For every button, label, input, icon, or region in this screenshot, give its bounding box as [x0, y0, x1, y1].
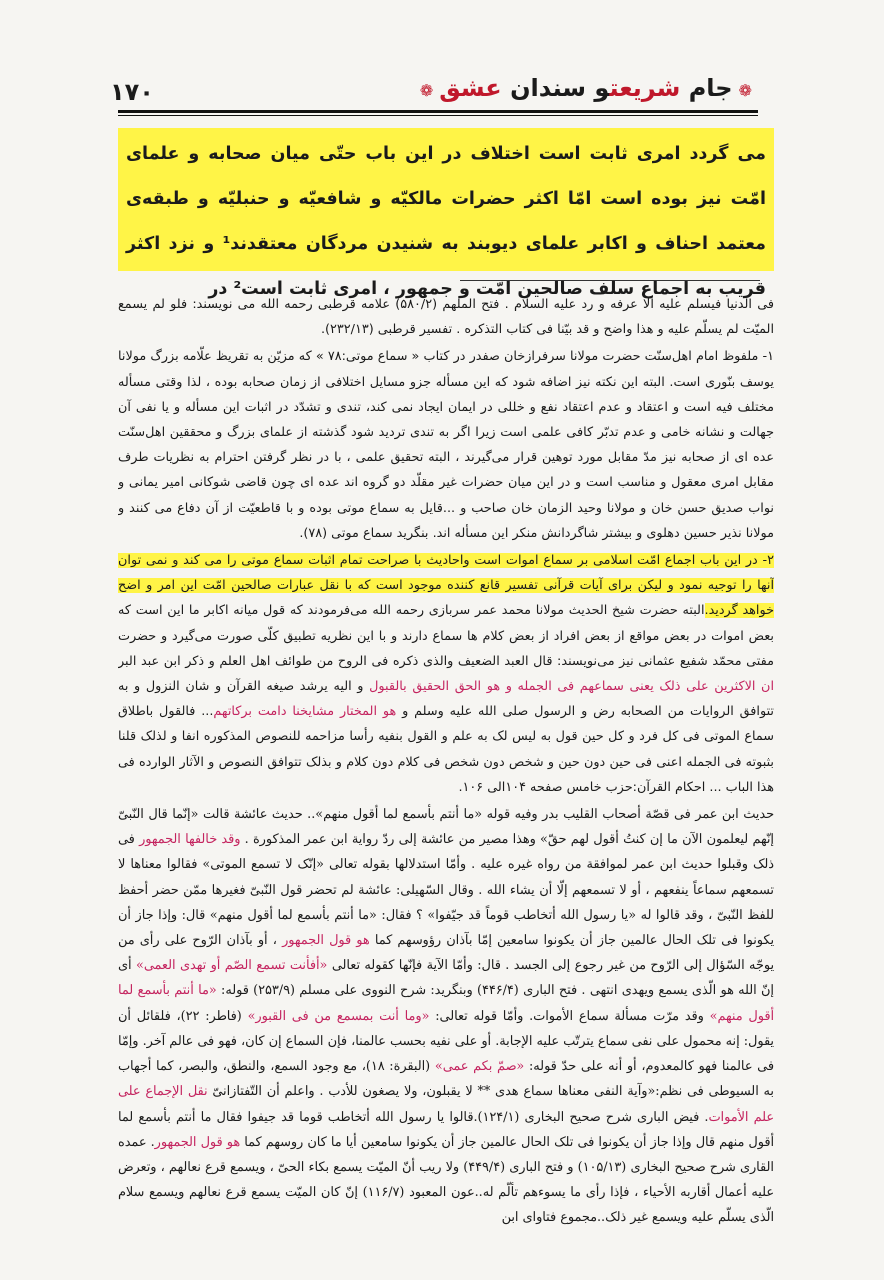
footnote-2-text-b: و الیه یرشد صیغه القرآن و شان النزول و به تتوافق الروایات من الصحابه رض و الرسول صلی الله علیه وسلم و: [118, 679, 774, 720]
running-title: [414, 74, 758, 102]
arabic-red-4: «ما أنتم بأسمع لما أقول منهم»: [118, 983, 774, 1024]
arabic-text-g: (البقرة: ۱۸)، مع وجود السمع، والنطق، والبصر، کما أجهاب به السیوطی فی نظم:«وآیة النفی معناها سماع هدی ** لا یقبلون، ولا یصغون للأدب . واعلم أن التّفتازانیّ: [118, 1059, 774, 1100]
footnote-2-highlight: ۲- در این باب اجماع امّت اسلامی بر سماع اموات است واحادیث با صراحت تمام اثبات سماع موتی را می کند و نمی توان آنها را توجیه نمود و لیکن برای آیات قرآنی تفسیر قانع کننده موجود است که با نقل عبارات صالحین امّت این امر و اضح خواهد گردید.: [118, 553, 774, 619]
arabic-red-2: هو قول الجمهور: [282, 933, 370, 949]
arabic-red-8: هو قول الجمهور: [154, 1134, 241, 1150]
title-word-shariat: شریعت: [609, 74, 681, 102]
arabic-text-a: حدیث ابن عمر فی قصّة أصحاب القلیب بدر وفیه قوله «ما أنتم بأسمع لما أقول منهم».. حدیث عائشة قالت «إنّما قال النّبیّ إنّهم لیعلمون الآن ما إن کنتُ أقول لهم حقّ» وهذا مصیر من عائشة إلی ردّ روایة ابن عمر المذکورة .: [118, 807, 774, 848]
arabic-red-6: «صمّ بکم عمی»: [434, 1059, 525, 1075]
arabic-red-5: «وما أنت بمسمع من فی القبور»: [247, 1008, 430, 1024]
page-header: [110, 70, 758, 114]
arabic-red-7: نقل الإجماع علی علم الأموات: [118, 1084, 774, 1125]
header-rule: [118, 110, 758, 113]
arabic-text-e: وقد مرّت مسألة سماع الأموات. وأمّا قوله تعالی:: [435, 1008, 704, 1024]
arabic-text-h: . فیض الباری شرح صحیح البخاری (۱۲۴/۱).قالوا یا رسول الله أتخاطب قوما قد جیفوا فقال ما أنتم بأسمع لما أقول منهم قال وإذا جاز أن یکونوا فی تلک الحال عالمین جاز أن یکونوا سامعین أیا ما کان روسهم کما: [118, 1109, 774, 1150]
footnote-2-red-quote-1: ان الاکثرین علی ذلک یعنی سماعهم فی الجمله و هو الحق الحقیق بالقبول: [369, 679, 774, 695]
footnote-2: [118, 548, 774, 800]
footnote-1: ۱- ملفوظ امام اهل‌سنّت حضرت مولانا سرفرازخان صفدر در کتاب « سماع موتی:۷۸ » که مزیّن به تقریظ علّامه بزرگ مولانا یوسف بنّوری است. البته این نکته نیز اضافه شود که این مسأله جزو مسایل اختلافی از زمان صحابه بوده ، لذا وقتی مسأله مختلف فیه است و اعتقاد و عدم اعتقاد نفع و خللی در ایمان ایجاد نمی کند، تندی و تشدّد در اثبات این مسأله و یا نفی آن جهالت و نشانه خامی و عدم تدبّر کافی علمی است زیرا اگر به تندی تردید شود گذشته از علمای بزرگ و محققین اهل‌سنّت عده ای از صحابه نیز مدّ مقابل مورد توهین قرار می‌گیرند ، البته تحقیق علمی ، با در نظر گرفتن احترام به نظریات طرف مقابل امری معقول و مناسب است و در این میان حضرات غیر مقلّد دو گروه اند عده ای چون قاضی شوکانی امیر یمانی و نواب صدیق حسن خان و مولانا وحید الزمان خان صاحب و ...قایل به سماع موتی بوده و با قاطعیّت از آن دفاع می کنند و مولانا نذیر حسین دهلوی و بیشتر شاگردانش منکر این مسأله اند. بنگرید سماع موتی (۷۸).: [118, 349, 774, 541]
footnote-2-arabic-quotes: [118, 802, 774, 1230]
arabic-text-f: (فاطر: ۲۲)، فلقائل أن یقول: إنه محمول علی نفی سماع یترتّب علیه الإجابة. أو علی نفیه بحسب عالمنا، فإن السماع إن کان، فهو فی عالم آخر. وإمّا فی عالمنا فهو کالمعدوم، أو أنه علی حدّ قوله:: [118, 1008, 774, 1075]
arabic-text-d: أی إنّ الله هو الّذی یسمع ویهدی انتهی . فتح الباری (۴۴۶/۴) وبنگرید: شرح النووی علی مسلم (۲۵۳/۹) قوله:: [118, 958, 774, 999]
arabic-text-i: . عمده القاری شرح صحیح البخاری (۱۰۵/۱۳) و فتح الباری (۴۴۹/۴) ولا ریب أنّ المیّت یسمع بکاء الحیّ ، ویسمع قرع نعالهم ، وتعرض علیه أعمال أقاربه الأحیاء ، فإذا رأی ما یسوءهم تألّم له..عون المعبود (۱۱۶/۷) إنّ کان المیّت یسمع قرع نعالهم ویسمع سلام الّذی یسلّم علیه ویسمع غیر ذلک..مجموع فتاوای ابن: [118, 1134, 774, 1226]
footnote-separator: [460, 280, 760, 281]
footnote-2-red-quote-2: هو المختار مشایخنا دامت برکاتهم: [213, 704, 397, 720]
footnote-2-text-a: البته حضرت شیخ الحدیث مولانا محمد عمر سربازی رحمه الله می‌فرمودند که قول میانه اکابر ما این است که بعض اموات در بعض مواقع از بعض افراد از بعض کلام ها سماع دارند و با این نظریه تطبیق کلّی صورت می‌گیرد و حضرت مفتی محمّد شفیع عثمانی نیز می‌نویسند: قال العبد الضعیف والذی ذکره فی الروح من طوائف اهل العلم و ذکر ابن عبد البر: [118, 603, 774, 669]
highlighted-main-paragraph: می گردد امری ثابت است اختلاف در این باب حتّی میان صحابه و علمای امّت نیز بوده است امّا اکثر حضرات مالکیّه و شافعیّه و حنبلیّه و طبقه‌ی معتمد احناف و اکابر علمای دیوبند به شنیدن مردگان معتقدند¹ و نزد اکثر قریب به اجماع سلف صالحین امّت و جمهور ، امری ثابت است² در: [118, 128, 774, 271]
title-word-eshgh: عشق: [439, 74, 502, 102]
footnotes: [118, 292, 774, 1252]
arabic-text-c: ، أو بآذان الرّوح علی رأی من یوجّه السّؤال إلی الرّوح من غیر رجوع إلی الجسد . قال: وأمّا الآیة فإنّها کقوله تعالی: [118, 933, 774, 974]
footnote-2-text-c: ... فالقول باطلاق سماع الموتی فی کل فرد و کل حین قول به لیس لک به علم و القول بنفیه رأسا مزاحمه للنصوص المذکوره انفا و لذلک قلنا بثبوته فی الجمله اعنی فی حین دون حین و شخص دون شخص فی کلام دون کلام و بذلک تتوافق النصوص و الآثار الوارده فی هذا الباب ... احکام القرآن:حزب خامس صفحه ۱۰۴الی ۱۰۶.: [118, 704, 774, 795]
footnote-continuation: فی الدنیا فیسلم علیه الا عرفه و رد علیه السلام . فتح الملهم (۵۸۰/۲) علامه قرطبی رحمه الله می نویسند: فلو لم یسمع المیّت لم یسلّم علیه و هذا واضح و قد بیّنا فی کتاب التذکره . تفسیر قرطبی (۲۳۲/۱۳).: [118, 297, 774, 338]
title-word-jam: جام: [688, 74, 733, 102]
page-number: ۱۷۰: [110, 78, 154, 106]
header-rule-thin: [118, 115, 758, 116]
arabic-red-1: وقد خالفها الجمهور: [139, 832, 241, 848]
arabic-red-3: «أفأنت تسمع الصّم أو تهدی العمی»: [136, 958, 328, 974]
flower-ornament-icon: ❁: [419, 81, 434, 100]
title-word-sandan: و سندان: [510, 74, 610, 102]
flower-ornament-icon: ❁: [738, 81, 752, 100]
arabic-text-b: فی ذلک وقبلوا حدیث ابن عمر لموافقة من رواه غیره علیه . وأمّا استدلالها بقوله تعالی «إنّک لا تسمع الموتی» فقالوا معناها لا تسمعهم سماعاً ینفعهم ، أو لا تسمعهم إلّا أن یشاء الله . وقال السّهیلی: عائشة لم تحضر قول النّبیّ فغیرها ممّن حضر أحفظ للفظ النّبیّ ، وقد قالوا له «یا رسول الله أتخاطب قوماً قد جیّفوا» ؟ فقال: «ما أنتم بأسمع لما أقول منهم» قال: وإذا جاز أن یکونوا فی تلک الحال عالمین جاز أن یکونوا سامعین إمّا بآذان رؤوسهم کما: [118, 832, 774, 949]
